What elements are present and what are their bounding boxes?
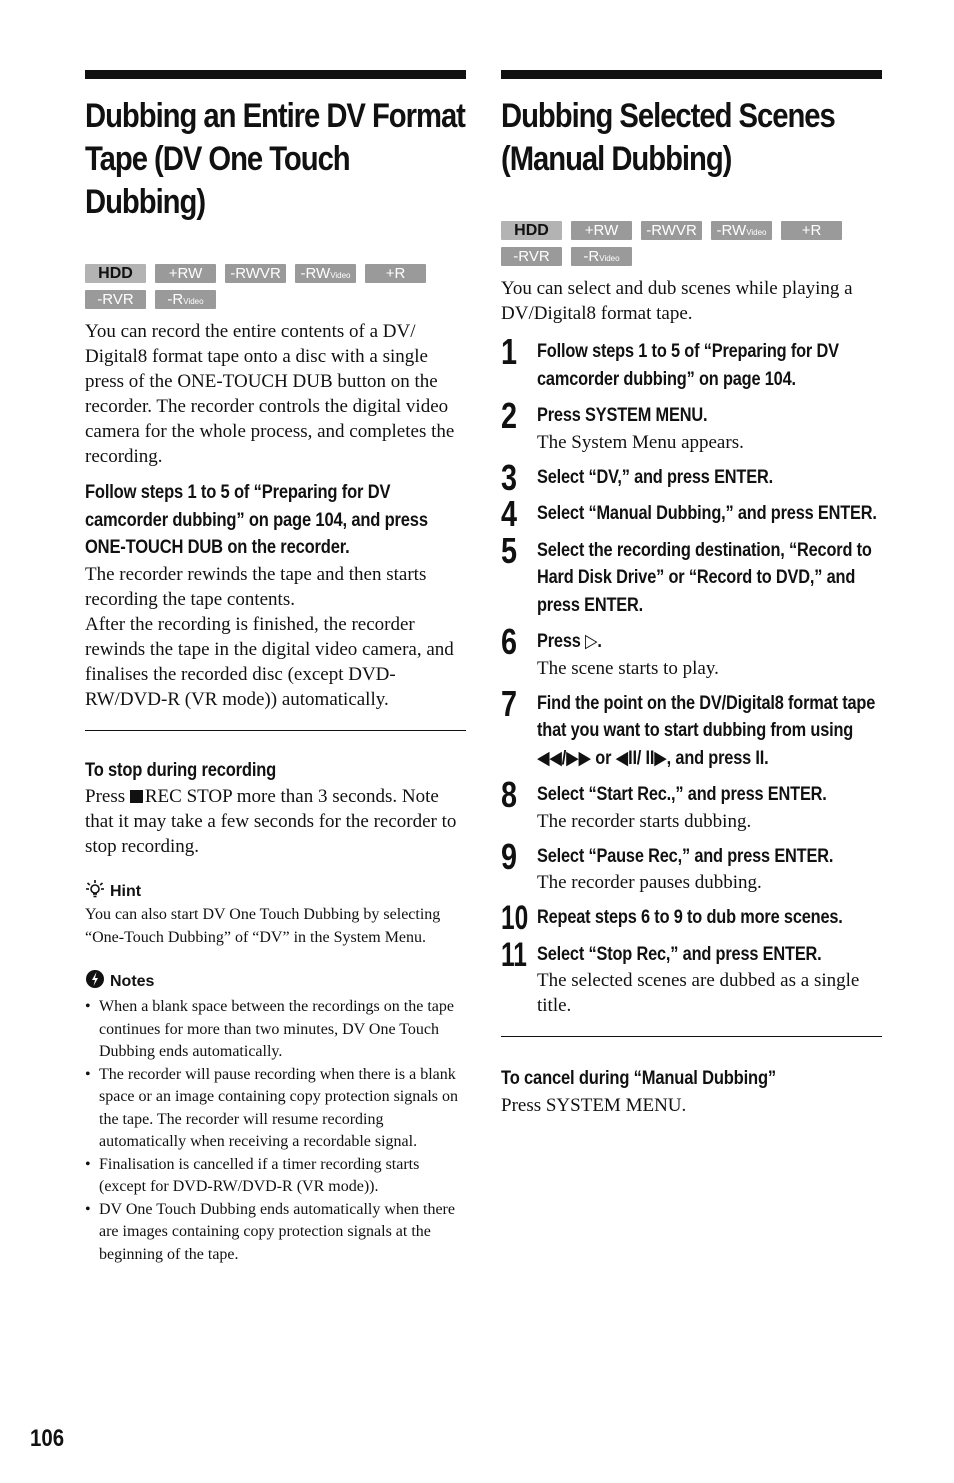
step-number: 2 bbox=[501, 395, 518, 436]
right-column bbox=[501, 70, 882, 1118]
badge-minus-r-vr: -RVR bbox=[85, 290, 146, 309]
step-number: 6 bbox=[501, 621, 518, 662]
left-result-1: The recorder rewinds the tape and then starts recording the tape contents. bbox=[85, 563, 427, 610]
step-number: 11 bbox=[501, 935, 527, 974]
left-intro: You can record the entire contents of a DV/ Digital8 format tape onto a disc with a single press of the ONE-TOUCH DUB button on the recorder. The recorder controls the digital video camera for the whole process, and completes the recording. bbox=[85, 321, 455, 467]
badge-hdd: HDD bbox=[501, 221, 562, 240]
step-11 bbox=[501, 935, 882, 1019]
left-instruction: Follow steps 1 to 5 of “Preparing for DV camcorder dubbing” on page 104, and press ONE-TOUCH DUB on the recorder. bbox=[85, 482, 428, 558]
step-text: Select “Pause Rec,” and press ENTER. bbox=[537, 845, 834, 867]
badge-plus-r: +R bbox=[781, 221, 842, 240]
page-number: 106 bbox=[30, 1425, 65, 1452]
step-number: 4 bbox=[501, 493, 518, 534]
right-disc-badges bbox=[501, 221, 861, 266]
badge-plus-r: +R bbox=[365, 264, 426, 283]
stop-heading: To stop during recording bbox=[85, 759, 277, 781]
list-item: • The recorder will pause recording when there is a blank space or an image containing copy protection signals on the tape. The recorder will resume recording automatically when receiving a recordable signal. bbox=[85, 1064, 466, 1154]
step-text: Press ▷. bbox=[537, 631, 602, 652]
list-item: • Finalisation is cancelled if a timer recording starts (except for DVD-RW/DVD-R (VR mode)). bbox=[85, 1154, 466, 1199]
step-text: Find the point on the DV/Digital8 format tape that you want to start dubbing from using ◀◀/▶▶ or ◀II/ II▶, and press II. bbox=[537, 692, 876, 769]
step-2 bbox=[501, 395, 882, 455]
left-section-title: Dubbing an Entire DV Format Tape (DV One Touch Dubbing) bbox=[85, 97, 465, 221]
hint-text: You can also start DV One Touch Dubbing by selecting “One-Touch Dubbing” of “DV” in the System Menu. bbox=[85, 906, 441, 946]
list-item: • When a blank space between the recordings on the tape continues for more than two minutes, DV One Touch Dubbing ends automatically. bbox=[85, 996, 466, 1064]
steps-list bbox=[501, 331, 882, 1018]
right-intro: You can select and dub scenes while playing a DV/Digital8 format tape. bbox=[501, 278, 853, 324]
step-result: The scene starts to play. bbox=[537, 657, 719, 679]
stop-text: Press REC STOP more than 3 seconds. Note that it may take a few seconds for the recorder to stop recording. bbox=[85, 786, 457, 857]
step-text: Select “Manual Dubbing,” and press ENTER. bbox=[537, 503, 877, 524]
step-9 bbox=[501, 835, 882, 896]
step-3 bbox=[501, 456, 882, 498]
step-text: Select “Stop Rec,” and press ENTER. bbox=[537, 943, 822, 965]
badge-minus-rw-video: -RWVideo bbox=[295, 264, 356, 283]
step-7 bbox=[501, 682, 882, 773]
notes-label: Notes bbox=[85, 969, 466, 994]
notes-icon bbox=[85, 969, 105, 994]
section-rule bbox=[501, 70, 882, 79]
step-number: 7 bbox=[501, 682, 518, 724]
step-number: 5 bbox=[501, 529, 518, 571]
step-text: Select “Start Rec.,” and press ENTER. bbox=[537, 784, 827, 805]
step-6 bbox=[501, 621, 882, 681]
step-4 bbox=[501, 493, 882, 534]
badge-minus-r-video: -RVideo bbox=[571, 247, 632, 266]
badge-minus-rw-vr: -RWVR bbox=[225, 264, 286, 283]
step-text: Follow steps 1 to 5 of “Preparing for DV camcorder dubbing” on page 104. bbox=[537, 341, 839, 390]
divider bbox=[501, 1036, 882, 1037]
list-item: • DV One Touch Dubbing ends automatically when there are images containing copy protection signals at the beginning of the tape. bbox=[85, 1199, 466, 1267]
step-result: The recorder pauses dubbing. bbox=[537, 872, 762, 893]
step-8 bbox=[501, 774, 882, 834]
left-disc-badges bbox=[85, 264, 445, 309]
badge-minus-rw-video: -RWVideo bbox=[711, 221, 772, 240]
cancel-heading: To cancel during “Manual Dubbing” bbox=[501, 1068, 776, 1089]
hint-label: Hint bbox=[85, 879, 466, 904]
step-text: Press SYSTEM MENU. bbox=[537, 405, 708, 426]
step-number: 1 bbox=[501, 331, 518, 372]
step-5 bbox=[501, 529, 882, 620]
step-10 bbox=[501, 899, 882, 937]
step-result: The System Menu appears. bbox=[537, 431, 744, 453]
step-result: The recorder starts dubbing. bbox=[537, 810, 752, 832]
step-text: Repeat steps 6 to 9 to dub more scenes. bbox=[537, 907, 843, 928]
left-column bbox=[85, 70, 466, 1266]
divider bbox=[85, 730, 466, 731]
badge-minus-r-vr: -RVR bbox=[501, 247, 562, 266]
stop-square-icon bbox=[130, 790, 143, 803]
right-section-title: Dubbing Selected Scenes (Manual Dubbing) bbox=[501, 97, 835, 178]
step-number: 10 bbox=[501, 899, 529, 937]
badge-plus-rw: +RW bbox=[571, 221, 632, 240]
lightbulb-icon bbox=[85, 879, 105, 904]
step-result: The selected scenes are dubbed as a single title. bbox=[537, 970, 860, 1016]
step-number: 8 bbox=[501, 774, 518, 815]
badge-hdd: HDD bbox=[85, 264, 146, 283]
section-rule bbox=[85, 70, 466, 79]
badge-minus-r-video: -RVideo bbox=[155, 290, 216, 309]
step-text: Select “DV,” and press ENTER. bbox=[537, 466, 773, 488]
cancel-text: Press SYSTEM MENU. bbox=[501, 1094, 687, 1116]
step-1 bbox=[501, 331, 882, 393]
notes-list bbox=[85, 996, 466, 1266]
step-number: 9 bbox=[501, 835, 518, 877]
badge-minus-rw-vr: -RWVR bbox=[641, 221, 702, 240]
step-text: Select the recording destination, “Record to Hard Disk Drive” or “Record to DVD,” and press ENTER. bbox=[537, 539, 872, 616]
left-result-2: After the recording is finished, the recorder rewinds the tape in the digital video camera, and finalises the recorded disc (except DVD-RW/DVD-R (VR mode)) automatically. bbox=[85, 613, 454, 710]
badge-plus-rw: +RW bbox=[155, 264, 216, 283]
step-number: 3 bbox=[501, 456, 518, 498]
